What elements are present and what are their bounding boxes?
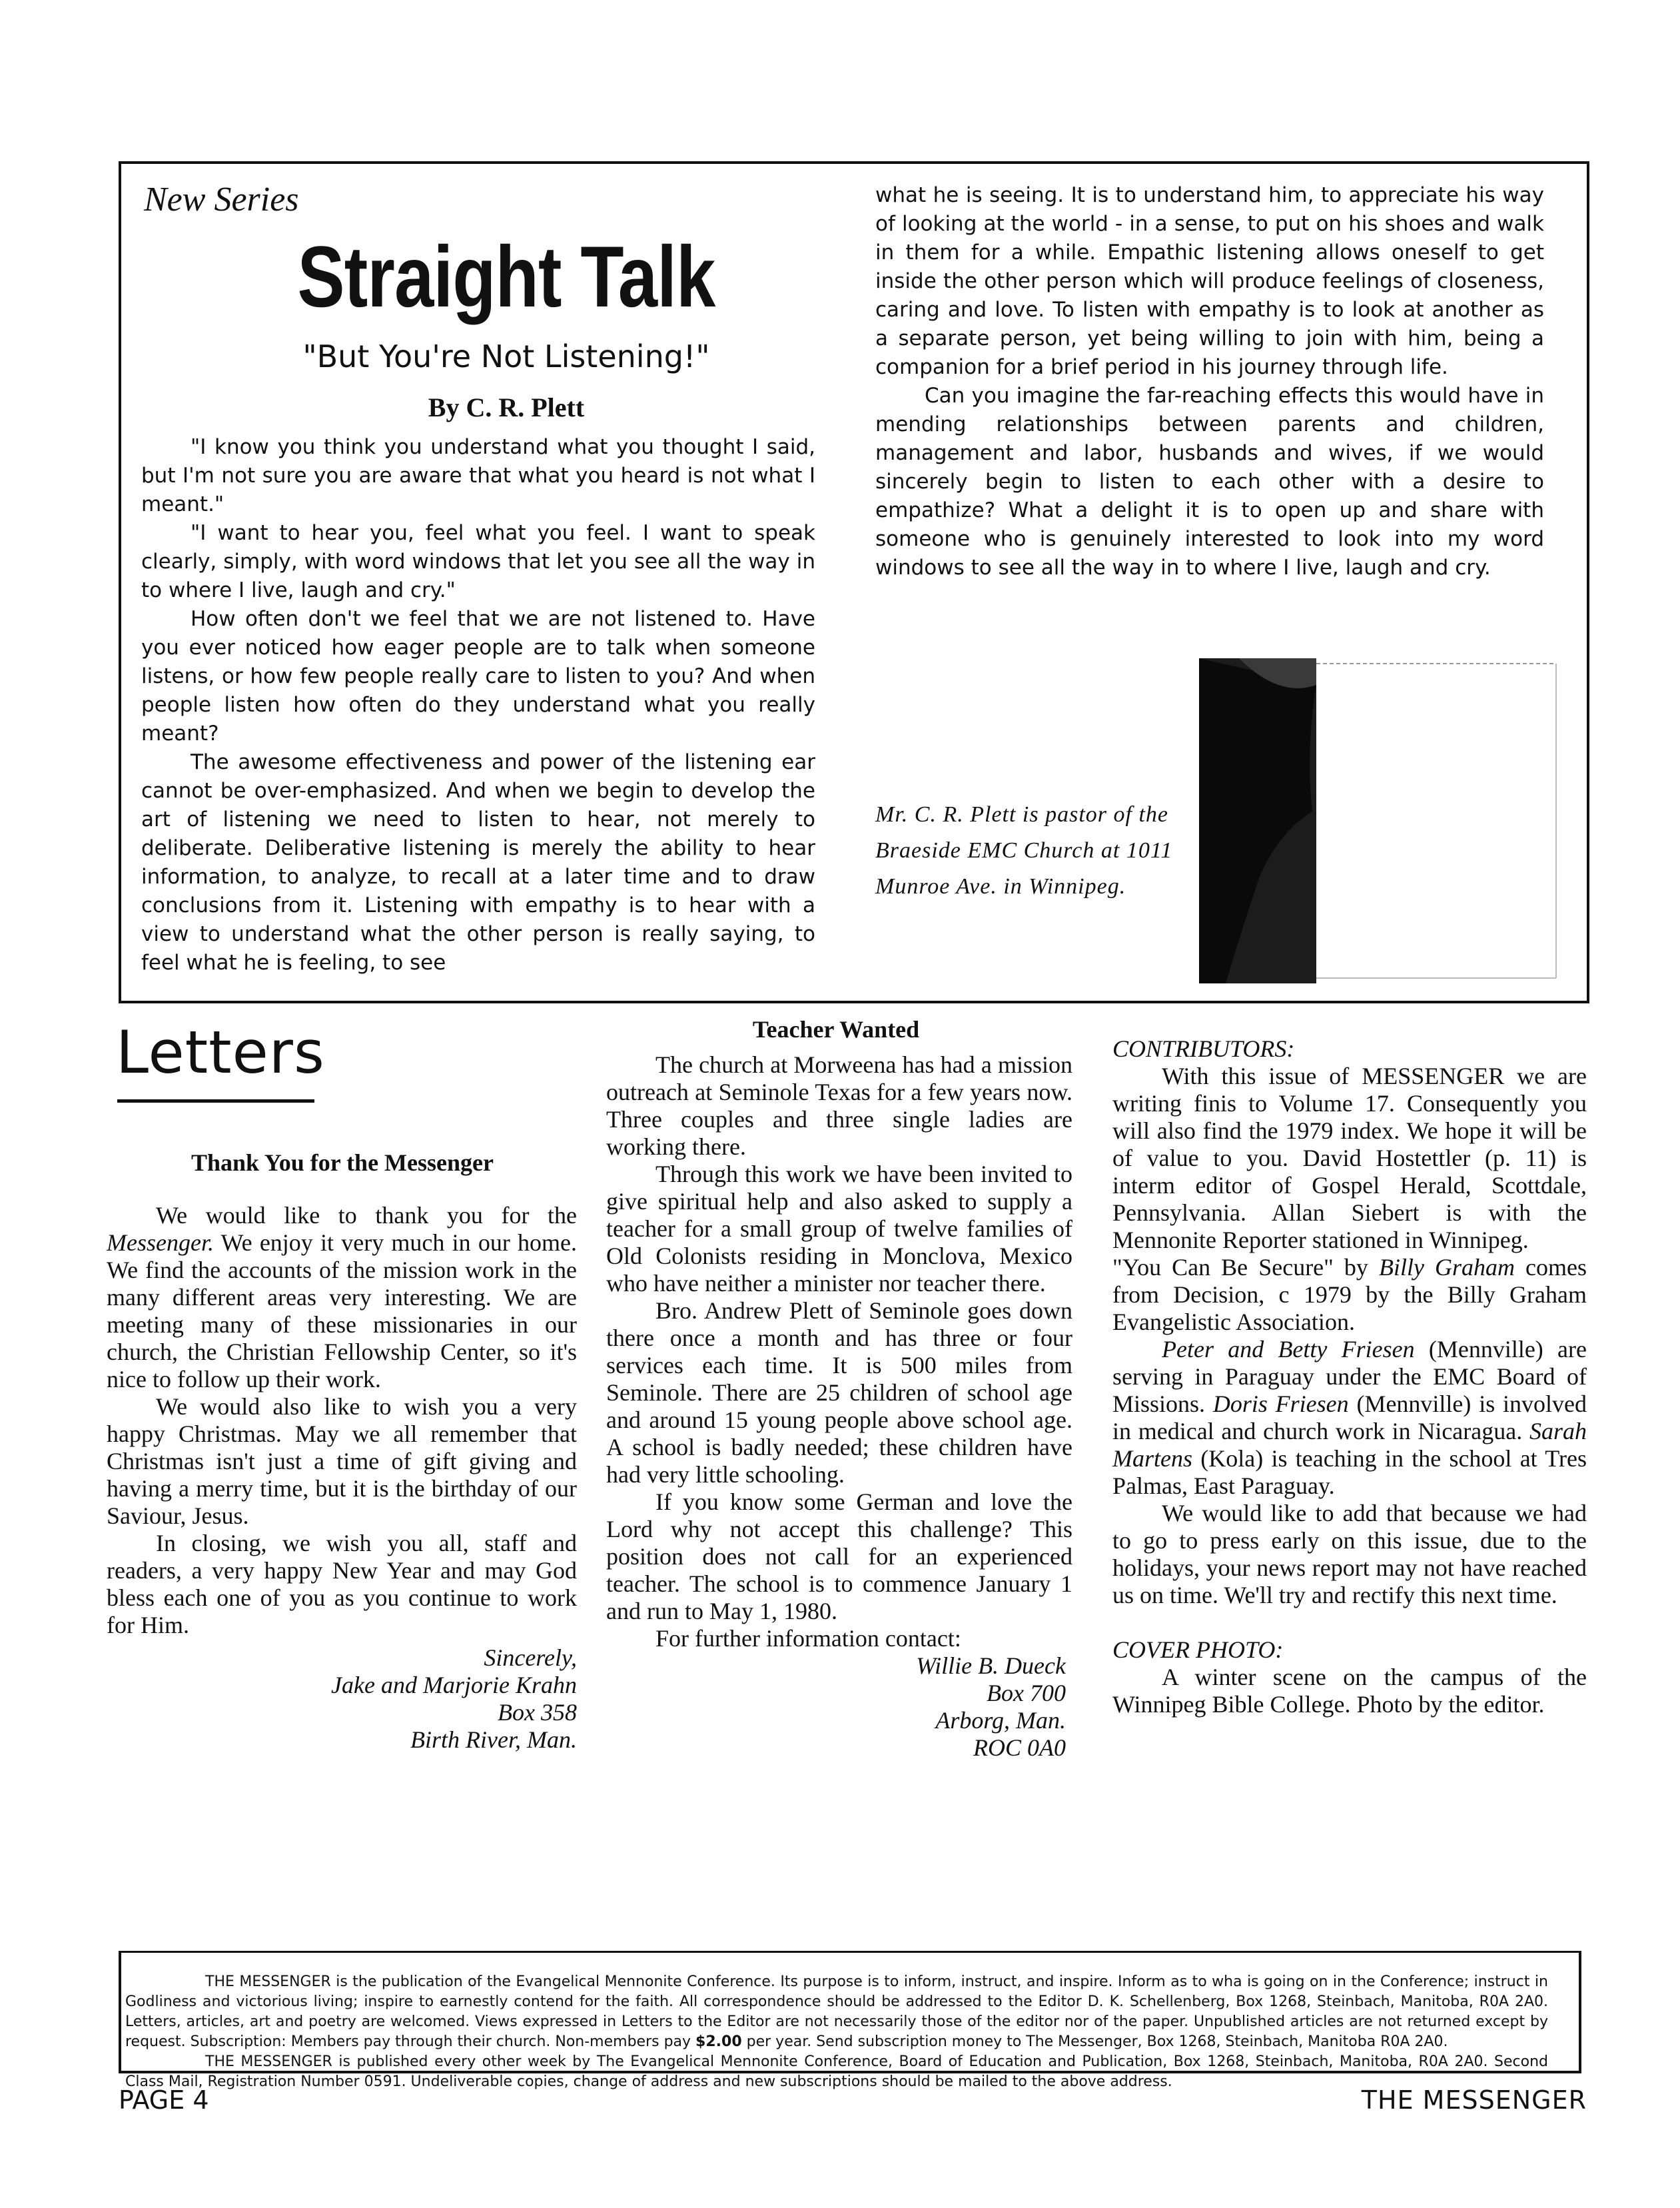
page-number: PAGE 4: [119, 2085, 209, 2115]
letters-underline: [117, 1099, 314, 1103]
contributors-heading: CONTRIBUTORS:: [1112, 1035, 1295, 1062]
author-caption: Mr. C. R. Plett is pastor of the Braeside EMC Church at 1011 Munroe Ave. in Winnipeg.: [875, 802, 1173, 899]
article-right-column: [875, 181, 1544, 582]
cover-photo-heading: COVER PHOTO:: [1112, 1636, 1284, 1663]
author-photo: [1199, 658, 1557, 983]
magazine-name: THE MESSENGER: [1361, 2085, 1587, 2115]
article-paragraph: The awesome effectiveness and power of the listening ear cannot be over-emphasized. And when we begin to develop the art of listening we need to listen to hear, not merely to deliberate. Deliberative listening is merely the ability to hear information, to analyze, to recall at a later time and to draw conclusions from it. Listening with empathy is to hear with a view to understand what the other person is really saying, to feel what he is feeling, to see: [141, 750, 815, 975]
contributors-paragraph: With this issue of MESSENGER we are writing finis to Volume 17. Consequently you will also find the 1979 index. We hope it will be of value to you. David Hostettler (p. 11) is interm editor of Gospel Herald, Scottdale, Pennsylvania. Allan Siebert is with the Mennonite Reporter stationed in Winnipeg.: [1112, 1063, 1587, 1253]
contributors-paragraph: "You Can Be Secure" by Billy Graham comes from Decision, c 1979 by the Billy Graham Evangelistic Association.: [1112, 1254, 1587, 1335]
letter-paragraph: We would like to thank you for the Messenger. We enjoy it very much in our home. We find the accounts of the mission work in the many different areas very interesting. We are meeting many of these missionaries in our church, the Christian Fellowship Center, so it's nice to follow up their work.: [107, 1202, 577, 1392]
contributors-body: [1112, 1035, 1587, 1718]
thanks-heading: Thank You for the Messenger: [191, 1149, 494, 1176]
series-label: New Series: [144, 181, 299, 219]
masthead-text: [125, 1972, 1548, 2092]
teacher-paragraph: If you know some German and love the Lord why not accept this challenge? This position does not call for an experienced teacher. The school is to commence January 1 and run to May 1, 1980.: [606, 1488, 1072, 1624]
cover-photo-text: A winter scene on the campus of the Winnipeg Bible College. Photo by the editor.: [1112, 1664, 1587, 1718]
article-subtitle: "But You're Not Listening!": [302, 338, 710, 374]
masthead-paragraph: THE MESSENGER is published every other week by The Evangelical Mennonite Conference, Board of Education and Publication, Box 1268, Steinbach, Manitoba, R0A 2A0. Second Class Mail, Registration Number 0591. Undeliverable copies, change of address and new subscriptions should be mailed to the above address.: [125, 2053, 1548, 2090]
letter-paragraph: We would also like to wish you a very happy Christmas. May we all remember that Christmas isn't just a time of gift giving and having a merry time, but it is the birthday of our Saviour, Jesus.: [107, 1393, 577, 1529]
teacher-body: [606, 1051, 1072, 1762]
teacher-paragraph: The church at Morweena has had a mission outreach at Seminole Texas for a few years now. Three couples and three single ladies are working there.: [606, 1051, 1072, 1160]
article-title: Straight Talk: [297, 228, 715, 325]
author-photo-image: [1199, 658, 1557, 983]
article-left-column: [141, 433, 815, 977]
article-byline: By C. R. Plett: [428, 392, 585, 422]
teacher-paragraph: Through this work we have been invited to give spiritual help and also asked to supply a teacher for a small group of twelve families of Old Colonists residing in Monclova, Mexico who have neither a minister nor teacher there.: [606, 1161, 1072, 1297]
contributors-paragraph: We would like to add that because we had to go to press early on this issue, due to the holidays, your news report may not have reached us on time. We'll try and rectify this next time.: [1112, 1500, 1587, 1608]
article-paragraph: Can you imagine the far-reaching effects this would have in mending relationships between parents and children, management and labor, husbands and wives, if we would sincerely begin to listen to each other with a desire to empathize? What a delight it is to open up and share with someone who is genuinely interested to look into my word windows to see all the way in to where I live, laugh and cry.: [875, 384, 1544, 580]
teacher-signature: Willie B. Dueck Box 700 Arborg, Man. ROC 0A0: [916, 1652, 1066, 1761]
letter-paragraph: In closing, we wish you all, staff and readers, a very happy New Year and may God bless each one of you as you continue to work for Him.: [107, 1530, 577, 1638]
masthead-paragraph: THE MESSENGER is the publication of the Evangelical Mennonite Conference. Its purpose is to inform, instruct, and inspire. Inform as to wha is going on in the Conference; instruct in Godliness and victorious living; inspire to earnestly contend for the faith. All correspondence should be addressed to the Editor D. K. Schellenberg, Box 1268, Steinbach, Manitoba, R0A 2A0. Letters, articles, art and poetry are welcomed. Views expressed in Letters to the Editor are not necessarily those of the editor nor of the paper. Unpublished articles are not returned except by request. Subscription: Members pay through their church. Non-members pay $2.00 per year. Send subscription money to The Messenger, Box 1268, Steinbach, Manitoba R0A 2A0.: [125, 1973, 1548, 2050]
teacher-heading: Teacher Wanted: [752, 1016, 920, 1043]
letters-heading: Letters: [116, 1018, 325, 1087]
contributors-paragraph: Peter and Betty Friesen (Mennville) are serving in Paraguay under the EMC Board of Missions. Doris Friesen (Mennville) is involved in medical and church work in Nicaragua. Sarah Martens (Kola) is teaching in the school at Tres Palmas, East Paraguay.: [1112, 1336, 1587, 1499]
teacher-contact: For further information contact:: [655, 1625, 961, 1652]
letter-body: [107, 1202, 577, 1754]
letter-signature: Sincerely, Jake and Marjorie Krahn Box 358 Birth River, Man.: [331, 1644, 577, 1753]
article-paragraph: what he is seeing. It is to understand him, to appreciate his way of looking at the world - in a sense, to put on his shoes and walk in them for a while. Empathic listening allows oneself to get inside the other person which will produce feelings of closeness, caring and love. To listen with empathy is to look at another as a separate person, yet being willing to join with him, being a companion for a brief period in his journey through life.: [875, 183, 1544, 379]
article-paragraph: How often don't we feel that we are not listened to. Have you ever noticed how eager people are to talk when someone listens, or how few people really care to listen to you? And when people listen how often do they understand what you really meant?: [141, 607, 815, 746]
article-paragraph: "I know you think you understand what you thought I said, but I'm not sure you are aware that what you heard is not what I meant.": [141, 435, 815, 516]
teacher-paragraph: Bro. Andrew Plett of Seminole goes down there once a month and has three or four services each time. It is 500 miles from Seminole. There are 25 children of school age and around 15 young people above school age. A school is badly needed; these children have had very little schooling.: [606, 1297, 1072, 1488]
article-paragraph: "I want to hear you, feel what you feel. I want to speak clearly, simply, with word windows that let you see all the way in to where I live, laugh and cry.": [141, 521, 815, 602]
